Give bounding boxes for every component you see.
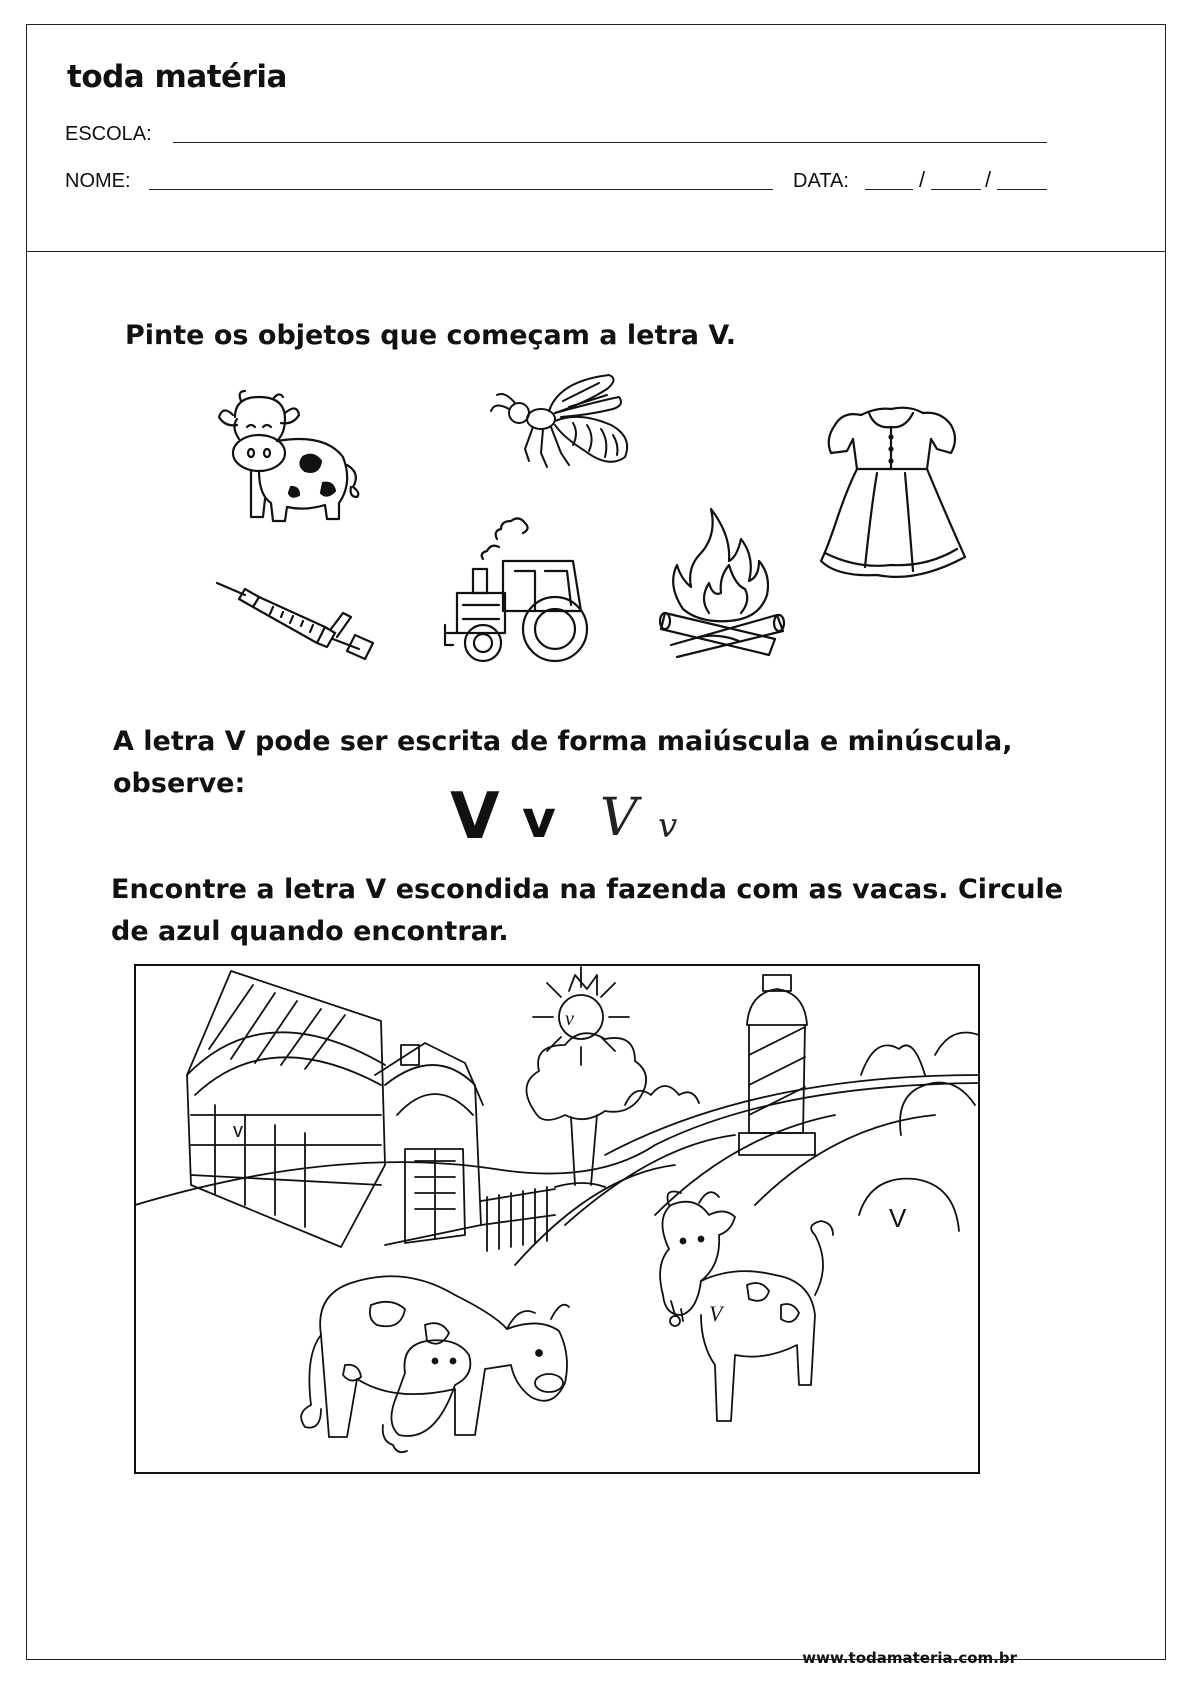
header-divider — [27, 251, 1165, 252]
letter-lowercase-cursive: v — [658, 806, 678, 846]
hidden-letter-v[interactable]: v — [775, 1202, 783, 1219]
activity3-instruction-line1: Encontre a letra V escondida na fazenda com as vacas. Circule — [111, 874, 1064, 905]
footer-website[interactable]: www.todamateria.com.br — [802, 1649, 1017, 1667]
name-field[interactable] — [149, 189, 773, 190]
wasp-picture[interactable] — [489, 371, 639, 481]
date-month-field[interactable] — [931, 189, 981, 190]
syringe-picture[interactable] — [215, 577, 385, 659]
date-separator: / — [985, 167, 992, 192]
brand-logo: toda matéria — [67, 59, 287, 95]
cow-picture[interactable] — [215, 387, 365, 529]
hidden-letter-V[interactable]: V — [709, 1301, 723, 1326]
hidden-letter-v[interactable]: v — [233, 1120, 243, 1142]
activity3-instruction-line2: de azul quando encontrar. — [111, 916, 509, 947]
date-year-field[interactable] — [997, 189, 1047, 190]
letter-uppercase-print: V — [450, 780, 500, 854]
worksheet — [26, 24, 1166, 1667]
hidden-letter-v[interactable]: v — [565, 1008, 574, 1030]
school-label: ESCOLA: — [65, 123, 152, 145]
letter-lowercase-print: v — [522, 790, 556, 850]
hidden-letter-V[interactable]: V — [889, 1203, 907, 1233]
date-separator: / — [919, 167, 926, 192]
letter-uppercase-cursive: V — [600, 788, 638, 848]
dress-picture[interactable] — [817, 399, 967, 585]
activity2-instruction-line1: A letra V pode ser escrita de forma maiúscula e minúscula, — [113, 726, 1013, 757]
date-day-field[interactable] — [865, 189, 913, 190]
farm-scene[interactable] — [135, 965, 979, 1473]
activity2-instruction-line2: observe: — [113, 768, 246, 799]
school-field[interactable] — [173, 142, 1047, 143]
date-label: DATA: — [793, 170, 849, 192]
tractor-picture[interactable] — [443, 515, 603, 665]
name-label: NOME: — [65, 170, 131, 192]
activity1-instruction: Pinte os objetos que começam a letra V. — [125, 320, 736, 351]
bonfire-picture[interactable] — [659, 505, 789, 657]
